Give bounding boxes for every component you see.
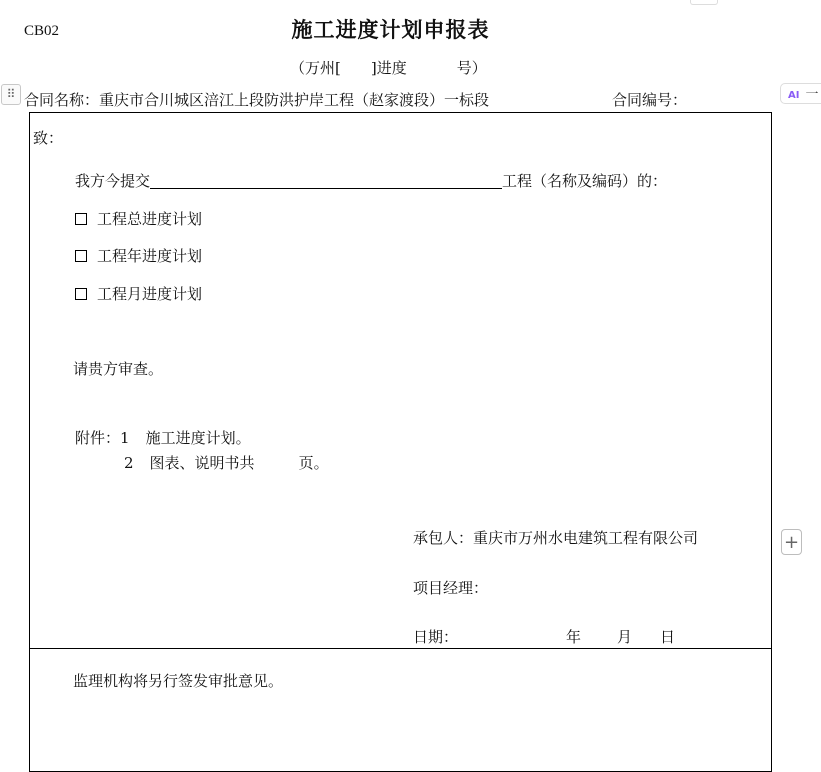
form-code: CB02	[24, 23, 60, 39]
option-label: 工程年进度计划	[97, 247, 203, 265]
contract-no-label: 合同编号：	[612, 91, 688, 109]
submit-suffix: 工程（名称及编码）的：	[502, 172, 668, 190]
date-month: 月	[617, 628, 633, 646]
date-row	[413, 626, 675, 647]
drag-handle-icon[interactable]: ⠿	[1, 84, 21, 105]
submit-prefix: 我方今提交	[75, 172, 151, 190]
document-number	[290, 57, 487, 78]
option-label: 工程月进度计划	[97, 285, 203, 303]
ai-assistant-button[interactable]	[780, 83, 821, 104]
contract-name-label: 合同名称：	[24, 91, 100, 109]
add-row-button[interactable]: +	[781, 529, 802, 555]
ai-icon: AI	[788, 90, 800, 101]
page-title: 施工进度计划申报表	[291, 17, 490, 42]
option-label: 工程总进度计划	[97, 210, 203, 228]
attachment-2	[124, 452, 329, 473]
attachment-1-text: 施工进度计划。	[145, 429, 251, 447]
attachment-label: 附件：	[75, 429, 121, 447]
project-name-field[interactable]	[150, 172, 502, 189]
attachment-1-no: 1	[120, 429, 130, 447]
contract-name-row	[24, 89, 489, 110]
attachment-2-no: 2	[124, 454, 134, 472]
option-annual-plan[interactable]	[75, 245, 202, 266]
to-label: 致：	[33, 129, 64, 147]
attachment-2-text: 图表、说明书共	[149, 454, 255, 472]
supervision-note: 监理机构将另行签发审批意见。	[73, 672, 284, 690]
checkbox[interactable]	[75, 250, 87, 262]
table-divider	[29, 648, 772, 649]
contractor-label: 承包人：	[413, 529, 474, 547]
toolbar-fragment	[690, 0, 718, 5]
attachment-2-unit: 页。	[298, 454, 329, 472]
checkbox[interactable]	[75, 213, 87, 225]
doc-number-open: （万州[	[290, 59, 341, 77]
option-monthly-plan[interactable]	[75, 283, 202, 304]
ai-button-suffix: 一	[805, 87, 819, 102]
request-text: 请贵方审查。	[73, 360, 164, 378]
date-day: 日	[660, 628, 676, 646]
contractor-row	[413, 527, 698, 548]
date-label: 日期：	[413, 628, 459, 646]
submit-line	[75, 170, 667, 191]
date-year: 年	[566, 628, 582, 646]
project-manager-label: 项目经理：	[413, 579, 489, 597]
contractor-name: 重庆市万州水电建筑工程有限公司	[473, 529, 699, 547]
checkbox[interactable]	[75, 288, 87, 300]
option-total-plan[interactable]	[75, 208, 202, 229]
attachment-1	[75, 427, 251, 448]
doc-number-mid: ]进度	[370, 59, 407, 77]
doc-number-close: 号）	[456, 59, 487, 77]
contract-name-value: 重庆市合川城区涪江上段防洪护岸工程（赵家渡段）一标段	[99, 91, 490, 109]
